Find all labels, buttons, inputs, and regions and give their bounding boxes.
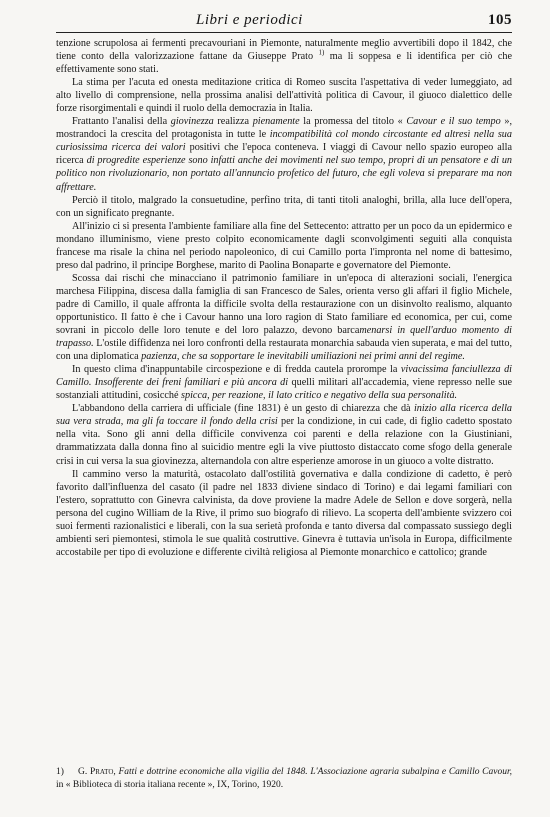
- text-run: tenzione scrupolosa ai fermenti precavouriani in Piemonte, naturalmente meglio avvertibili dopo il 1842, che tiene conto della valorizzazione fattane da Giuseppe Prato: [56, 38, 512, 63]
- italic-text: Fatti e dottrine economiche alla vigilia del 1848. L'Associazione agraria subalpina e Camillo Cavour,: [118, 767, 513, 777]
- paragraph: [56, 115, 512, 193]
- italic-text: pazienza, che sa sopportare le inevitabili umiliazioni nei primi anni del regime.: [141, 351, 465, 363]
- text-run: Perciò il titolo, malgrado la consuetudine, perfino trita, di tanti titoli analoghi, brilla, alla luce dell'opera, con un significato pregnante.: [56, 194, 512, 219]
- text-run: realizza: [213, 116, 253, 128]
- running-title: Libri e periodici: [196, 12, 303, 28]
- text-run: Scossa dai rischi che minacciano il patrimonio familiare in un'epoca di alterazioni sociali, l'energica marchesa Filippina, discesa dalla famiglia di san Francesco de Sales, orienta verso gli affari il figlio Michele, padre di Camillo, il quale affronta la difficile svolta della restaurazione con un disinvolto realismo, alquanto opportunistico. Il fatto è che i Cavour hanno una loro ragion di Stato familiare ed economica, per cui, come sovrani in piccolo delle loro tenute e del loro palazzo, devono barca: [56, 272, 512, 337]
- italic-text: menarsi in quell'arduo momento di trapasso.: [56, 325, 512, 350]
- paragraph: [56, 194, 512, 220]
- footnote-citation: [56, 767, 512, 790]
- text-run: quelli militari all'accademia, viene represso nelle sue sostanziali attitudini, cosicché: [56, 377, 513, 402]
- body-text: [56, 37, 512, 559]
- italic-text: vivacissima fanciullezza di Camillo. Insofferente dei freni familiari e più ancora di: [56, 364, 513, 389]
- footnote-author: G. Prato,: [78, 767, 116, 777]
- text-run: All'inizio ci si presenta l'ambiente familiare alla fine del Settecento: attratto per un poco da un epidermico e mondano illuminismo, viene presto colpito economicamente dagli sconvolgimenti seguiti alla conquista francese ma risale la china nel periodo napoleonico, di cui Camillo porta l'impronta nel nome di battesimo, preso dal padrino, il principe Borghese, marito di Paolina Bonaparte e governatore del Piemonte.: [56, 220, 512, 271]
- text-run: L'ostile diffidenza nei loro confronti della restaurata monarchia sabauda vien superata, e mai del tutto, con una diplomatica: [56, 338, 512, 363]
- text-run: in « Biblioteca di storia italiana recente », IX, Torino, 1920.: [56, 780, 284, 790]
- text-run: », mostrandoci la crescita del protagonista in tutte le: [56, 116, 512, 141]
- footnote-reference: 1): [318, 48, 325, 57]
- paragraph: [56, 363, 512, 402]
- footnote: [56, 766, 512, 792]
- italic-text: spicca, per reazione, il lato critico e negativo della sua personalità.: [181, 390, 458, 402]
- text-run: positivi che l'epoca conteneva. I viaggi di Cavour nello spazio europeo alla ricerca: [56, 142, 512, 167]
- italic-text: pienamente: [252, 116, 300, 128]
- paragraph: [56, 468, 512, 559]
- italic-text: giovinezza: [170, 116, 214, 128]
- italic-text: inizio alla ricerca della sua vera strada, ma gli fa toccare il fondo della crisi: [56, 403, 512, 428]
- text-run: L'abbandono della carriera di ufficiale (fine 1831) è un gesto di chiarezza che dà: [72, 403, 414, 415]
- paragraph: [56, 76, 512, 115]
- paragraph: [56, 220, 512, 272]
- text-run: In questo clima d'inappuntabile circospezione e di fredda cautela prorompe la: [72, 364, 401, 376]
- header-rule: [56, 32, 512, 33]
- italic-text: incompatibilità col mondo circostante ed altresì nella sua curiosissima ricerca dei valori: [56, 129, 512, 154]
- footnote-mark: 1): [56, 767, 64, 777]
- text-run: la promessa del titolo «: [299, 116, 407, 128]
- text-run: Frattanto l'analisi della: [72, 116, 171, 128]
- text-run: per la condizione, in cui cade, di figlio cadetto spostato nella vita. Sono gli anni della difficile convivenza coi parenti e della relazione con la Giustiniani, drammatizzata dalla donna fino al suicidio mentre egli la vive piuttosto distaccato come sfogo della generale crisi in cui versa la sua giovinezza, alternandola con altre esperienze amorose in un giuoco a volte distratto.: [56, 416, 512, 467]
- italic-text: di progredite esperienze sono infatti anche dei movimenti nel suo tempo, propri di un pensatore e di un politico non rivoluzionario, non portato all'annuncio profetico del futuro, che egli voleva si preparare ma non affrettare.: [56, 155, 513, 193]
- paragraph: [56, 272, 512, 363]
- text-run: ma li soppesa e li identifica per ciò che effettivamente sono stati.: [56, 51, 512, 76]
- text-run: Il cammino verso la maturità, ostacolato dall'ostilità governativa e dalla condizione di cadetto, è però favorito dall'influenza del casato (il padre nel 1833 diviene sindaco di Torino) e dai legami familiari con l'estero, soprattutto con Ginevra calvinista, da dove proviene la madre Adele de Sellon e dove sorgerà, nella persona del cugino William de la Rive, il primo suo biografo di rilievo. La scoperta dell'ambiente svizzero coi suoi fermenti razionalistici e liberali, con la sua serietà profonda e tanto diversa dal compassato sussiego degli ambienti seri piemontesi, stimola le sue qualità costruttive. Ginevra è tuttavia un'isola in Europa, difficilmente accostabile per tipo di evoluzione e differente civiltà religiosa al Piemonte monarchico e cattolico; grande: [56, 468, 512, 558]
- running-header: [56, 12, 512, 29]
- page-number: 105: [488, 12, 512, 28]
- italic-text: Cavour e il suo tempo: [406, 116, 501, 128]
- text-run: La stima per l'acuta ed onesta meditazione critica di Romeo suscita l'aspettativa di veder lumeggiato, ad alto livello di comprensione, nella prossima analisi dell'attività politica di Cavour, il giuoco dialettico delle forze risorgimentali e quindi il ruolo della democrazia in Italia.: [56, 77, 512, 115]
- paragraph: [56, 37, 512, 76]
- paragraph: [56, 402, 512, 467]
